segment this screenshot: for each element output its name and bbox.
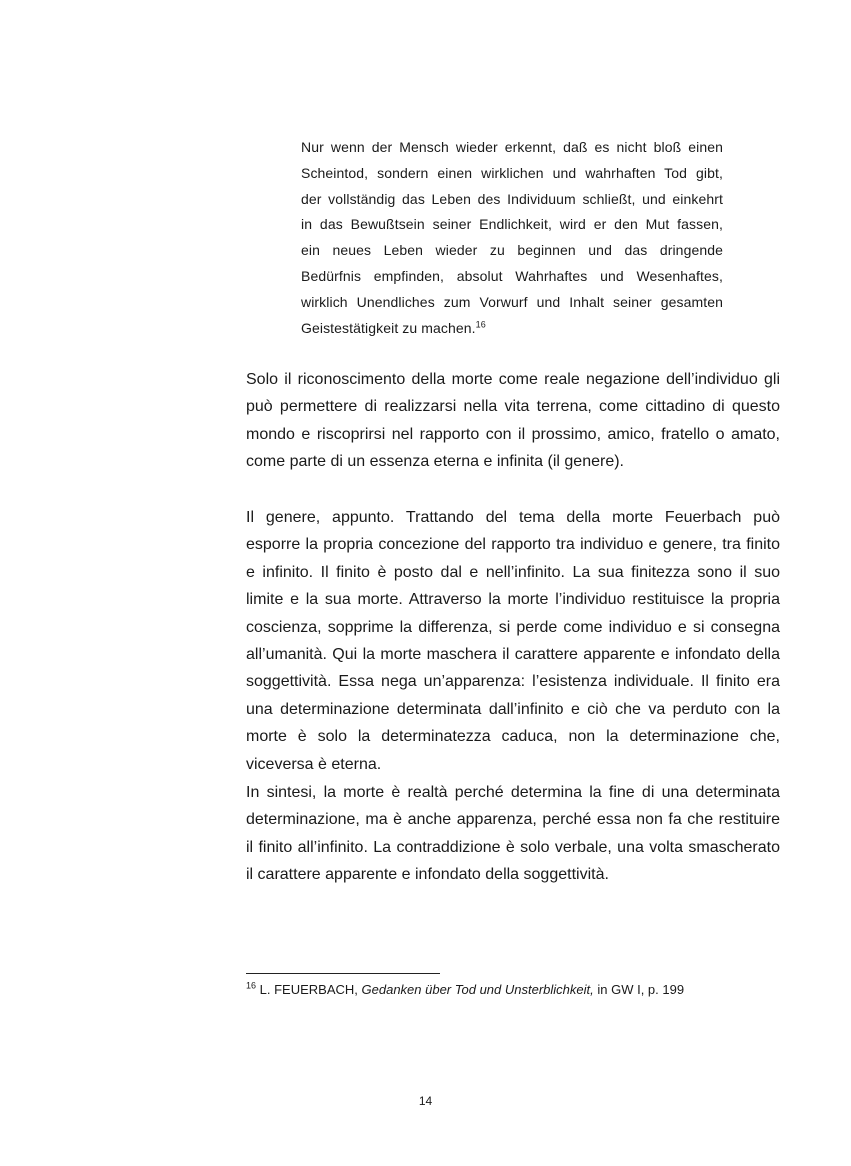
paragraph-line: e infinito. Il finito è posto dal e nell’infinito. La sua finitezza sono il suo <box>246 563 780 581</box>
quote-line: ein neues Leben wieder zu beginnen und das dringende <box>301 242 723 259</box>
footnote-number: 16 <box>246 980 257 991</box>
paragraph-line: esporre la propria concezione del rapporto tra individuo e genere, tra finito <box>246 536 780 554</box>
paragraph-line: determinazione, ma è anche apparenza, perché essa non fa che restituire <box>246 811 780 829</box>
footnote-author: L. FEUERBACH, <box>259 982 358 997</box>
paragraph-line: Solo il riconoscimento della morte come reale negazione dell’individuo gli <box>246 371 780 388</box>
paragraph-line: coscienza, sopprime la differenza, si perde come individuo e si consegna <box>246 618 780 636</box>
paragraph-line: In sintesi, la morte è realtà perché determina la fine di una determinata <box>246 784 780 801</box>
quote-last-text: Geistestätigkeit zu machen. <box>301 319 476 336</box>
footnote-separator <box>246 973 440 974</box>
quote-line: Scheintod, sondern einen wirklichen und wahrhaften Tod gibt, <box>301 164 723 181</box>
paragraph-line: una determinazione determinata dall’infinito e ciò che va perduto con la <box>246 700 780 718</box>
paragraph-line: mondo e riscoprirsi nel rapporto con il prossimo, amico, fratello o amato, <box>246 425 780 443</box>
paragraph-line: all’umanità. Qui la morte maschera il carattere apparente e infondato della <box>246 646 780 664</box>
block-quote <box>301 135 723 341</box>
quote-line: wirklich Unendliches zum Vorwurf und Inhalt seiner gesamten <box>301 293 723 310</box>
paragraph-line: il carattere apparente e infondato della soggettività. <box>246 866 609 884</box>
paragraph-line: il finito all’infinito. La contraddizione è solo verbale, una volta smascherato <box>246 838 780 856</box>
page-number: 14 <box>418 1094 433 1108</box>
paragraph-2 <box>246 504 780 778</box>
footnote-reference: 16 <box>475 318 486 329</box>
quote-line: Bedürfnis empfinden, absolut Wahrhaftes und Wesenhaftes, <box>301 267 723 284</box>
paragraph-1 <box>246 366 780 476</box>
footnote-rest: in GW I, p. 199 <box>597 982 685 997</box>
paragraph-line: Il genere, appunto. Trattando del tema della morte Feuerbach può <box>246 509 780 526</box>
paragraph-3 <box>246 779 780 889</box>
paragraph-line: morte è solo la determinatezza caduca, non la determinazione che, <box>246 728 780 746</box>
paragraph-line: limite e la sua morte. Attraverso la morte l’individuo restituisce la propria <box>246 591 780 609</box>
footnote-title: Gedanken über Tod und Unsterblichkeit, <box>361 982 594 997</box>
quote-line: Nur wenn der Mensch wieder erkennt, daß es nicht bloß einen <box>301 139 723 155</box>
quote-line: der vollständig das Leben des Individuum schließt, und einkehrt <box>301 190 723 207</box>
paragraph-line: viceversa è eterna. <box>246 755 382 773</box>
paragraph-line: può permettere di realizzarsi nella vita terrena, come cittadino di questo <box>246 398 780 416</box>
footnote <box>246 981 684 999</box>
quote-line: in das Bewußtsein seiner Endlichkeit, wird er den Mut fassen, <box>301 216 723 233</box>
quote-line <box>301 316 723 342</box>
paragraph-line: soggettività. Essa nega un’apparenza: l’esistenza individuale. Il finito era <box>246 673 780 691</box>
paragraph-line: come parte di un essenza eterna e infinita (il genere). <box>246 453 624 471</box>
